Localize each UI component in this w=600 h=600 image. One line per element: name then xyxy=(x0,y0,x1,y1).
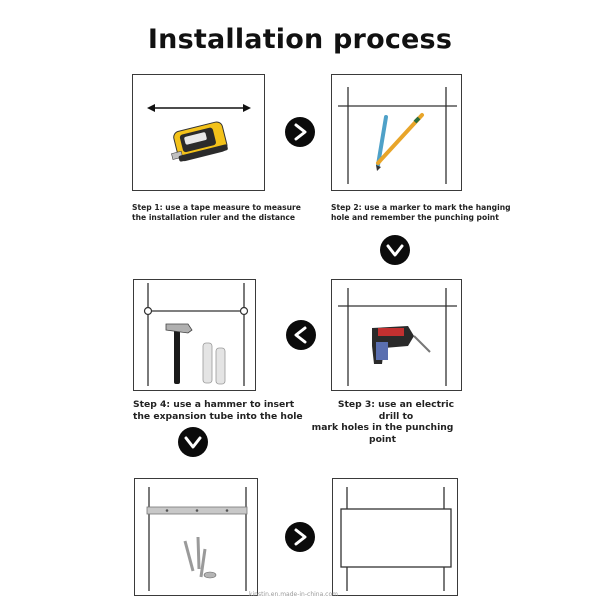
step2-line1: Step 2: use a marker to mark the hanging xyxy=(331,203,511,212)
step4-line2: the expansion tube into the hole xyxy=(133,410,303,422)
step3-line2: mark holes in the punching point xyxy=(311,422,454,445)
step3-caption xyxy=(311,399,461,445)
mounted-board-icon xyxy=(333,479,459,597)
chevron-down-icon xyxy=(380,235,410,265)
step2-panel xyxy=(331,74,462,191)
step1-line2: the installation ruler and the distance xyxy=(132,212,296,222)
rail-and-screws-icon xyxy=(135,479,259,597)
step1-caption xyxy=(132,203,301,222)
chevron-left-icon xyxy=(286,320,316,350)
final-panel xyxy=(332,478,458,596)
watermark: kinstin.en.made-in-china.com xyxy=(249,591,338,598)
step3-panel xyxy=(331,279,462,391)
step3-line1: Step 3: use an electric drill to xyxy=(337,399,455,422)
hammer-icon xyxy=(134,280,257,392)
step4-panel xyxy=(133,279,256,391)
chevron-right-icon xyxy=(285,117,315,147)
tape-measure-icon xyxy=(133,75,266,192)
step2-caption xyxy=(331,203,511,222)
chevron-right-icon xyxy=(285,522,315,552)
step1-panel xyxy=(132,74,265,191)
page-title: Installation process xyxy=(147,24,453,55)
electric-drill-icon xyxy=(332,280,463,392)
hardware-panel xyxy=(134,478,258,596)
chevron-down-icon xyxy=(178,427,208,457)
step4-caption xyxy=(133,399,303,422)
step2-line2: hole and remember the punching point xyxy=(331,212,499,222)
marker-icon xyxy=(332,75,463,192)
step1-line1: Step 1: use a tape measure to measure xyxy=(132,203,301,212)
step4-line1: Step 4: use a hammer to insert xyxy=(133,399,295,410)
